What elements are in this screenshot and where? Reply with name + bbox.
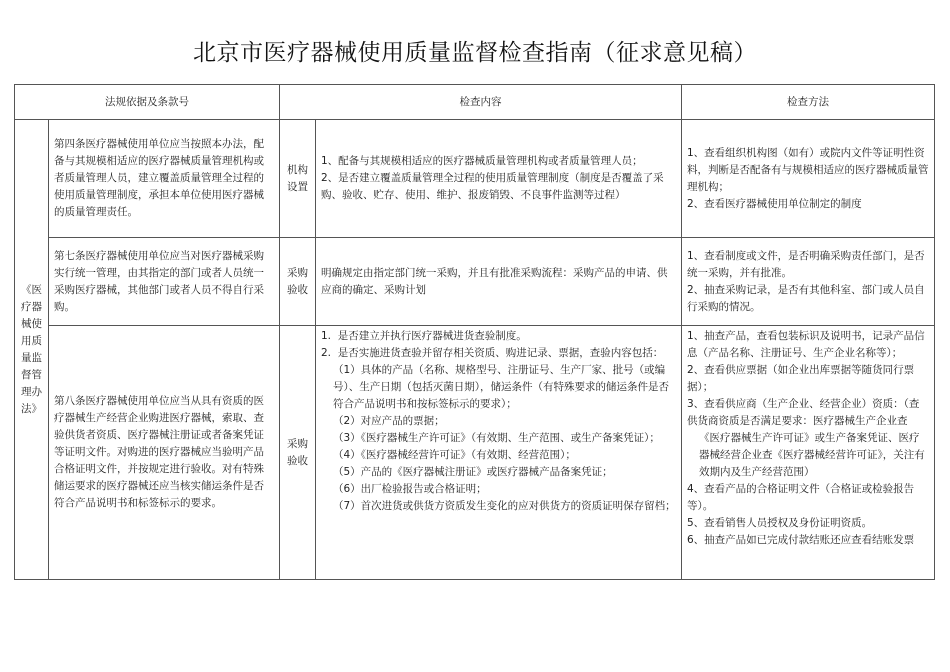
- table-header-row: [15, 85, 935, 120]
- law-name: 《医疗器械使用质量监督管理办法》: [15, 120, 49, 580]
- content-line: 2、是否建立覆盖质量管理全过程的使用质量管理制度（制度是否覆盖了采购、验收、贮存、使用、维护、报废销毁、不良事件监测等过程）: [321, 172, 664, 201]
- check-method: [682, 120, 935, 238]
- content-line: 1. 是否建立并执行医疗器械进货查验制度。: [321, 330, 527, 342]
- method-line: 1、查看制度或文件，是否明确采购责任部门，是否统一采购，并有批准。: [687, 249, 925, 279]
- method-line: 《医疗器械生产许可证》或生产备案凭证、医疗器械经营企业查《医疗器械经营许可证》，关注有效期内及生产经营范围）: [699, 432, 925, 478]
- content-line: （4）《医疗器械经营许可证》（有效期、经营范围）；: [333, 449, 576, 461]
- method-line: 1、查看组织机构图（如有）或院内文件等证明性资料，判断是否配备有与规模相适应的医疗器械质量管理机构；: [687, 146, 929, 193]
- content-line: （7）首次进货或供货方资质发生变化的应对供货方的资质证明保存留档；: [333, 500, 676, 512]
- table-row: [15, 326, 935, 580]
- content-line: （3）《医疗器械生产许可证》（有效期、生产范围、或生产备案凭证）；: [333, 432, 660, 444]
- content-line: （5）产品的《医疗器械注册证》或医疗器械产品备案凭证；: [333, 466, 613, 478]
- content-line: 1、配备与其规模相适应的医疗器械质量管理机构或者质量管理人员；: [321, 155, 643, 167]
- content-line: （6）出厂检验报告或合格证明；: [333, 483, 487, 495]
- method-line: 2、抽查采购记录，是否有其他科室、部门或人员自行采购的情况。: [687, 283, 925, 313]
- method-line: 5、查看销售人员授权及身份证明资质。: [687, 517, 873, 529]
- check-content: [316, 326, 682, 580]
- article-text: 第四条医疗器械使用单位应当按照本办法，配备与其规模相适应的医疗器械质量管理机构或者质量管理人员，建立覆盖质量管理全过程的使用质量管理制度，承担本单位使用医疗器械的质量管理责任。: [49, 120, 280, 238]
- category-label: 采购验收: [280, 238, 316, 326]
- header-content: 检查内容: [280, 85, 682, 120]
- check-method: [682, 326, 935, 580]
- inspection-table: [14, 84, 935, 580]
- method-line: 4、查看产品的合格证明文件（合格证或检验报告等）。: [687, 483, 915, 512]
- content-line: （1）具体的产品（名称、规格型号、注册证号、生产厂家、批号（或编号）、生产日期（包括灭菌日期），储运条件（有特殊要求的储运条件是否符合产品说明书和按标签标示的要求）；: [333, 364, 669, 410]
- check-method: [682, 238, 935, 326]
- method-line: 2、查看医疗器械使用单位制定的制度: [687, 197, 862, 210]
- check-content: [316, 120, 682, 238]
- table-row: [15, 238, 935, 326]
- category-label: 采购验收: [280, 326, 316, 580]
- method-line: 2、查看供应票据（如企业出库票据等随货同行票据）；: [687, 364, 915, 393]
- article-text: 第七条医疗器械使用单位应当对医疗器械采购实行统一管理，由其指定的部门或者人员统一采购医疗器械，其他部门或者人员不得自行采购。: [49, 238, 280, 326]
- method-line: 3、查看供应商（生产企业、经营企业）资质：（查供货商资质是否满足要求：医疗器械生产企业查: [687, 398, 920, 427]
- header-method: 检查方法: [682, 85, 935, 120]
- content-line: 明确规定由指定部门统一采购，并且有批准采购流程：采购产品的申请、供应商的确定、采购计划: [321, 266, 668, 296]
- page-title: 北京市医疗器械使用质量监督检查指南（征求意见稿）: [193, 40, 757, 66]
- method-line: 1、抽查产品，查看包装标识及说明书，记录产品信息（产品名称、注册证号、生产企业名称等）；: [687, 330, 925, 359]
- table-row: [15, 120, 935, 238]
- header-basis: 法规依据及条款号: [15, 85, 280, 120]
- content-line: （2）对应产品的票据；: [333, 415, 445, 427]
- method-line: 6、抽查产品如已完成付款结账还应查看结账发票: [687, 534, 915, 546]
- check-content: [316, 238, 682, 326]
- content-line: 2. 是否实施进货查验并留存相关资质、购进记录、票据，查验内容包括：: [321, 347, 664, 359]
- category-label: 机构设置: [280, 120, 316, 238]
- article-text: 第八条医疗器械使用单位应当从具有资质的医疗器械生产经营企业购进医疗器械，索取、查验供货者资质、医疗器械注册证或者备案凭证等证明文件。对购进的医疗器械应当验明产品合格证明文件，并按规定进行验收。对有特殊储运要求的医疗器械还应当核实储运条件是否符合产品说明书和标签标示的要求。: [49, 326, 280, 580]
